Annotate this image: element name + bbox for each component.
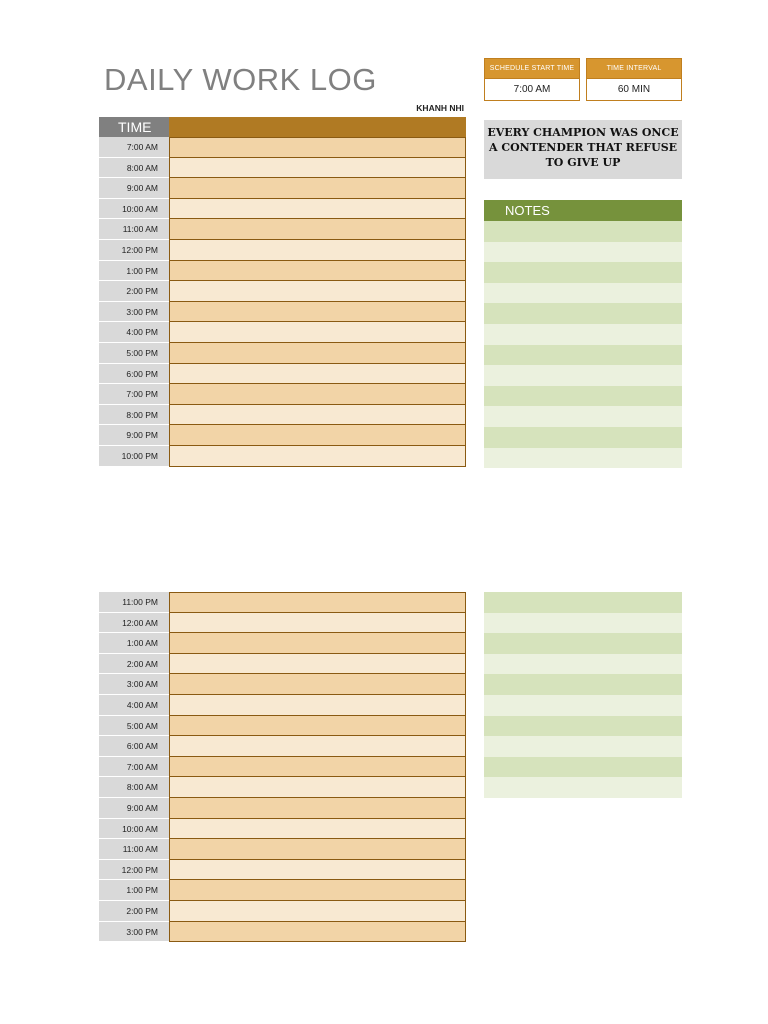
time-cell: 6:00 PM: [99, 364, 169, 385]
note-line[interactable]: [484, 324, 682, 345]
time-cell: 9:00 AM: [99, 798, 169, 819]
task-cell[interactable]: [169, 613, 466, 634]
table-row: [99, 364, 466, 385]
table-row: [99, 302, 466, 323]
time-interval-input[interactable]: 60 MIN: [586, 78, 682, 101]
time-cell: 1:00 PM: [99, 880, 169, 901]
task-cell[interactable]: [169, 798, 466, 819]
task-cell[interactable]: [169, 922, 466, 943]
time-cell: 2:00 AM: [99, 654, 169, 675]
table-row: [99, 860, 466, 881]
time-cell: 12:00 AM: [99, 613, 169, 634]
task-cell[interactable]: [169, 674, 466, 695]
table-row: [99, 281, 466, 302]
note-line[interactable]: [484, 736, 682, 757]
task-cell[interactable]: [169, 240, 466, 261]
task-cell[interactable]: [169, 819, 466, 840]
table-row: [99, 178, 466, 199]
time-cell: 4:00 PM: [99, 322, 169, 343]
task-cell[interactable]: [169, 901, 466, 922]
task-cell[interactable]: [169, 633, 466, 654]
note-line[interactable]: [484, 633, 682, 654]
table-row: [99, 819, 466, 840]
table-row: [99, 736, 466, 757]
task-cell[interactable]: [169, 137, 466, 158]
task-cell[interactable]: [169, 261, 466, 282]
task-column-header: [169, 117, 466, 137]
task-cell[interactable]: [169, 425, 466, 446]
note-line[interactable]: [484, 592, 682, 613]
note-line[interactable]: [484, 613, 682, 634]
time-cell: 4:00 AM: [99, 695, 169, 716]
employee-name[interactable]: KHANH NHI: [416, 103, 464, 113]
table-row: [99, 901, 466, 922]
task-cell[interactable]: [169, 302, 466, 323]
time-cell: 7:00 AM: [99, 137, 169, 158]
table-row: [99, 880, 466, 901]
time-cell: 3:00 PM: [99, 922, 169, 943]
task-cell[interactable]: [169, 592, 466, 613]
task-cell[interactable]: [169, 839, 466, 860]
note-line[interactable]: [484, 777, 682, 798]
table-row: [99, 219, 466, 240]
time-cell: 9:00 PM: [99, 425, 169, 446]
time-cell: 1:00 PM: [99, 261, 169, 282]
table-row: [99, 674, 466, 695]
table-row: [99, 613, 466, 634]
table-row: [99, 716, 466, 737]
table-row: [99, 757, 466, 778]
task-cell[interactable]: [169, 405, 466, 426]
task-cell[interactable]: [169, 736, 466, 757]
task-cell[interactable]: [169, 384, 466, 405]
work-log-table-1: [99, 117, 466, 467]
note-line[interactable]: [484, 386, 682, 407]
time-cell: 2:00 PM: [99, 281, 169, 302]
time-cell: 11:00 AM: [99, 219, 169, 240]
note-line[interactable]: [484, 242, 682, 263]
table-row: [99, 425, 466, 446]
task-cell[interactable]: [169, 695, 466, 716]
time-cell: 11:00 AM: [99, 839, 169, 860]
page-title: DAILY WORK LOG: [104, 62, 377, 97]
task-cell[interactable]: [169, 654, 466, 675]
table-row: [99, 633, 466, 654]
task-cell[interactable]: [169, 322, 466, 343]
task-cell[interactable]: [169, 446, 466, 467]
table-row: [99, 158, 466, 179]
time-interval-setting: [586, 58, 682, 101]
work-log-table-2: [99, 592, 466, 942]
task-cell[interactable]: [169, 364, 466, 385]
time-cell: 8:00 PM: [99, 405, 169, 426]
note-line[interactable]: [484, 406, 682, 427]
time-cell: 7:00 AM: [99, 757, 169, 778]
table-row: [99, 922, 466, 943]
note-line[interactable]: [484, 303, 682, 324]
time-interval-label: TIME INTERVAL: [586, 58, 682, 78]
table-row: [99, 343, 466, 364]
time-cell: 6:00 AM: [99, 736, 169, 757]
table-row: [99, 839, 466, 860]
note-line[interactable]: [484, 345, 682, 366]
time-cell: 10:00 AM: [99, 199, 169, 220]
time-cell: 8:00 AM: [99, 158, 169, 179]
time-cell: 12:00 PM: [99, 860, 169, 881]
note-line[interactable]: [484, 674, 682, 695]
table-row: [99, 405, 466, 426]
table-row: [99, 240, 466, 261]
time-cell: 8:00 AM: [99, 777, 169, 798]
time-cell: 9:00 AM: [99, 178, 169, 199]
time-cell: 11:00 PM: [99, 592, 169, 613]
table-row: [99, 654, 466, 675]
time-cell: 3:00 AM: [99, 674, 169, 695]
time-cell: 7:00 PM: [99, 384, 169, 405]
note-line[interactable]: [484, 427, 682, 448]
task-cell[interactable]: [169, 880, 466, 901]
motivational-quote: EVERY CHAMPION WAS ONCE A CONTENDER THAT REFUSE TO GIVE UP: [484, 120, 682, 179]
time-cell: 5:00 PM: [99, 343, 169, 364]
note-line[interactable]: [484, 695, 682, 716]
time-cell: 10:00 AM: [99, 819, 169, 840]
task-cell[interactable]: [169, 178, 466, 199]
task-cell[interactable]: [169, 219, 466, 240]
time-cell: 1:00 AM: [99, 633, 169, 654]
note-line[interactable]: [484, 448, 682, 469]
table-row: [99, 695, 466, 716]
time-cell: 5:00 AM: [99, 716, 169, 737]
time-cell: 3:00 PM: [99, 302, 169, 323]
task-cell[interactable]: [169, 716, 466, 737]
note-line[interactable]: [484, 283, 682, 304]
table-row: [99, 592, 466, 613]
table-row: [99, 322, 466, 343]
log-header: [99, 117, 466, 137]
task-cell[interactable]: [169, 777, 466, 798]
time-column-header: TIME: [99, 117, 169, 137]
notes-panel-2: [484, 592, 682, 798]
time-cell: 2:00 PM: [99, 901, 169, 922]
task-cell[interactable]: [169, 158, 466, 179]
time-cell: 10:00 PM: [99, 446, 169, 467]
table-row: [99, 446, 466, 467]
notes-panel: [484, 200, 682, 468]
table-row: [99, 199, 466, 220]
table-row: [99, 137, 466, 158]
task-cell[interactable]: [169, 860, 466, 881]
table-row: [99, 384, 466, 405]
table-row: [99, 777, 466, 798]
schedule-start-input[interactable]: 7:00 AM: [484, 78, 580, 101]
note-line[interactable]: [484, 757, 682, 778]
task-cell[interactable]: [169, 199, 466, 220]
table-row: [99, 798, 466, 819]
note-line[interactable]: [484, 365, 682, 386]
schedule-start-label: SCHEDULE START TIME: [484, 58, 580, 78]
task-cell[interactable]: [169, 757, 466, 778]
time-cell: 12:00 PM: [99, 240, 169, 261]
task-cell[interactable]: [169, 343, 466, 364]
schedule-start-setting: [484, 58, 580, 101]
note-line[interactable]: [484, 262, 682, 283]
note-line[interactable]: [484, 716, 682, 737]
note-line[interactable]: [484, 654, 682, 675]
task-cell[interactable]: [169, 281, 466, 302]
table-row: [99, 261, 466, 282]
notes-header: NOTES: [484, 200, 682, 221]
note-line[interactable]: [484, 221, 682, 242]
